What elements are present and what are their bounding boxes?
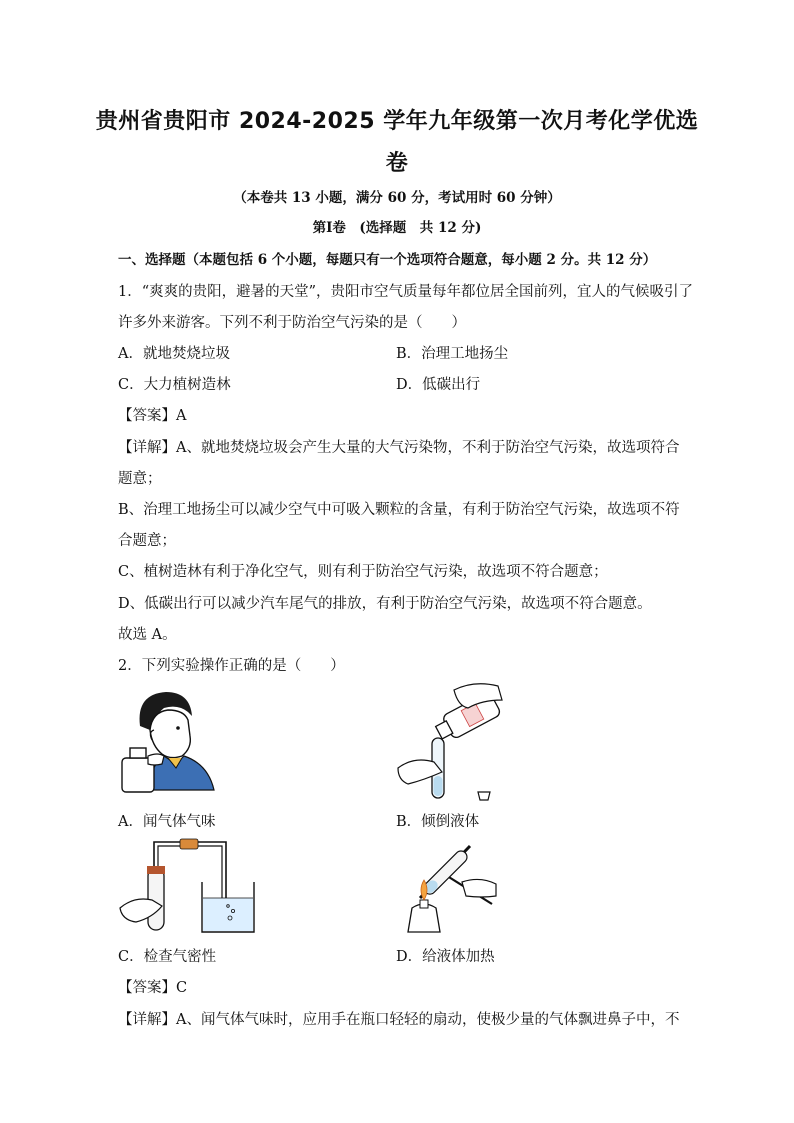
q2-option-d: D．给液体加热	[396, 949, 495, 965]
q1-stem-line2: 许多外来游客。下列不利于防治空气污染的是（ ）	[118, 315, 466, 331]
q2-option-c: C．检查气密性	[118, 949, 217, 965]
q1-option-c: C．大力植树造林	[118, 377, 231, 393]
q1-detail-line4: 合题意；	[118, 533, 176, 549]
q2-stem: 2．下列实验操作正确的是（ ）	[118, 658, 345, 674]
smell-gas-figure	[118, 686, 218, 794]
q1-detail-line3: B、治理工地扬尘可以减少空气中可吸入颗粒的含量，有利于防治空气污染，故选项不符	[118, 502, 680, 518]
q1-detail-line6: D、低碳出行可以减少汽车尾气的排放，有利于防治空气污染，故选项不符合题意。	[118, 596, 652, 612]
q1-detail-line2: 题意；	[118, 471, 162, 487]
q1-option-b: B．治理工地扬尘	[396, 346, 509, 362]
q1-conclusion: 故选 A。	[118, 627, 177, 643]
q1-detail-line1: 【详解】A、就地焚烧垃圾会产生大量的大气污染物，不利于防治空气污染，故选项符合	[118, 440, 680, 456]
q1-answer: 【答案】A	[118, 408, 187, 424]
q1-detail-line5: C、植树造林有利于净化空气，则有利于防治空气污染，故选项不符合题意；	[118, 564, 608, 580]
airtightness-figure	[118, 834, 258, 936]
q1-stem-line1: 1．“爽爽的贵阳，避暑的天堂”，贵阳市空气质量每年都位居全国前列，宜人的气候吸引了	[118, 284, 694, 300]
exam-title-line2: 卷	[385, 151, 409, 176]
heat-liquid-figure	[404, 836, 500, 936]
q2-answer: 【答案】C	[118, 980, 188, 996]
q1-option-d: D．低碳出行	[396, 377, 481, 393]
pour-liquid-figure	[394, 680, 506, 804]
q2-option-a: A．闻气体气味	[118, 814, 216, 830]
q2-option-b: B．倾倒液体	[396, 814, 480, 830]
q1-option-a: A．就地焚烧垃圾	[118, 346, 230, 362]
exam-title-line1: 贵州省贵阳市 2024-2025 学年九年级第一次月考化学优选	[95, 109, 699, 134]
section-heading: 第Ⅰ卷 (选择题 共 12 分)	[312, 220, 482, 236]
part-one-heading: 一、选择题（本题包括 6 个小题，每题只有一个选项符合题意，每小题 2 分。共 12 分）	[118, 252, 657, 268]
exam-info: （本卷共 13 小题，满分 60 分，考试用时 60 分钟）	[233, 190, 561, 206]
q2-detail-line1: 【详解】A、闻气体气味时，应用手在瓶口轻轻的扇动，使极少量的气体飘进鼻子中，不	[118, 1012, 680, 1028]
